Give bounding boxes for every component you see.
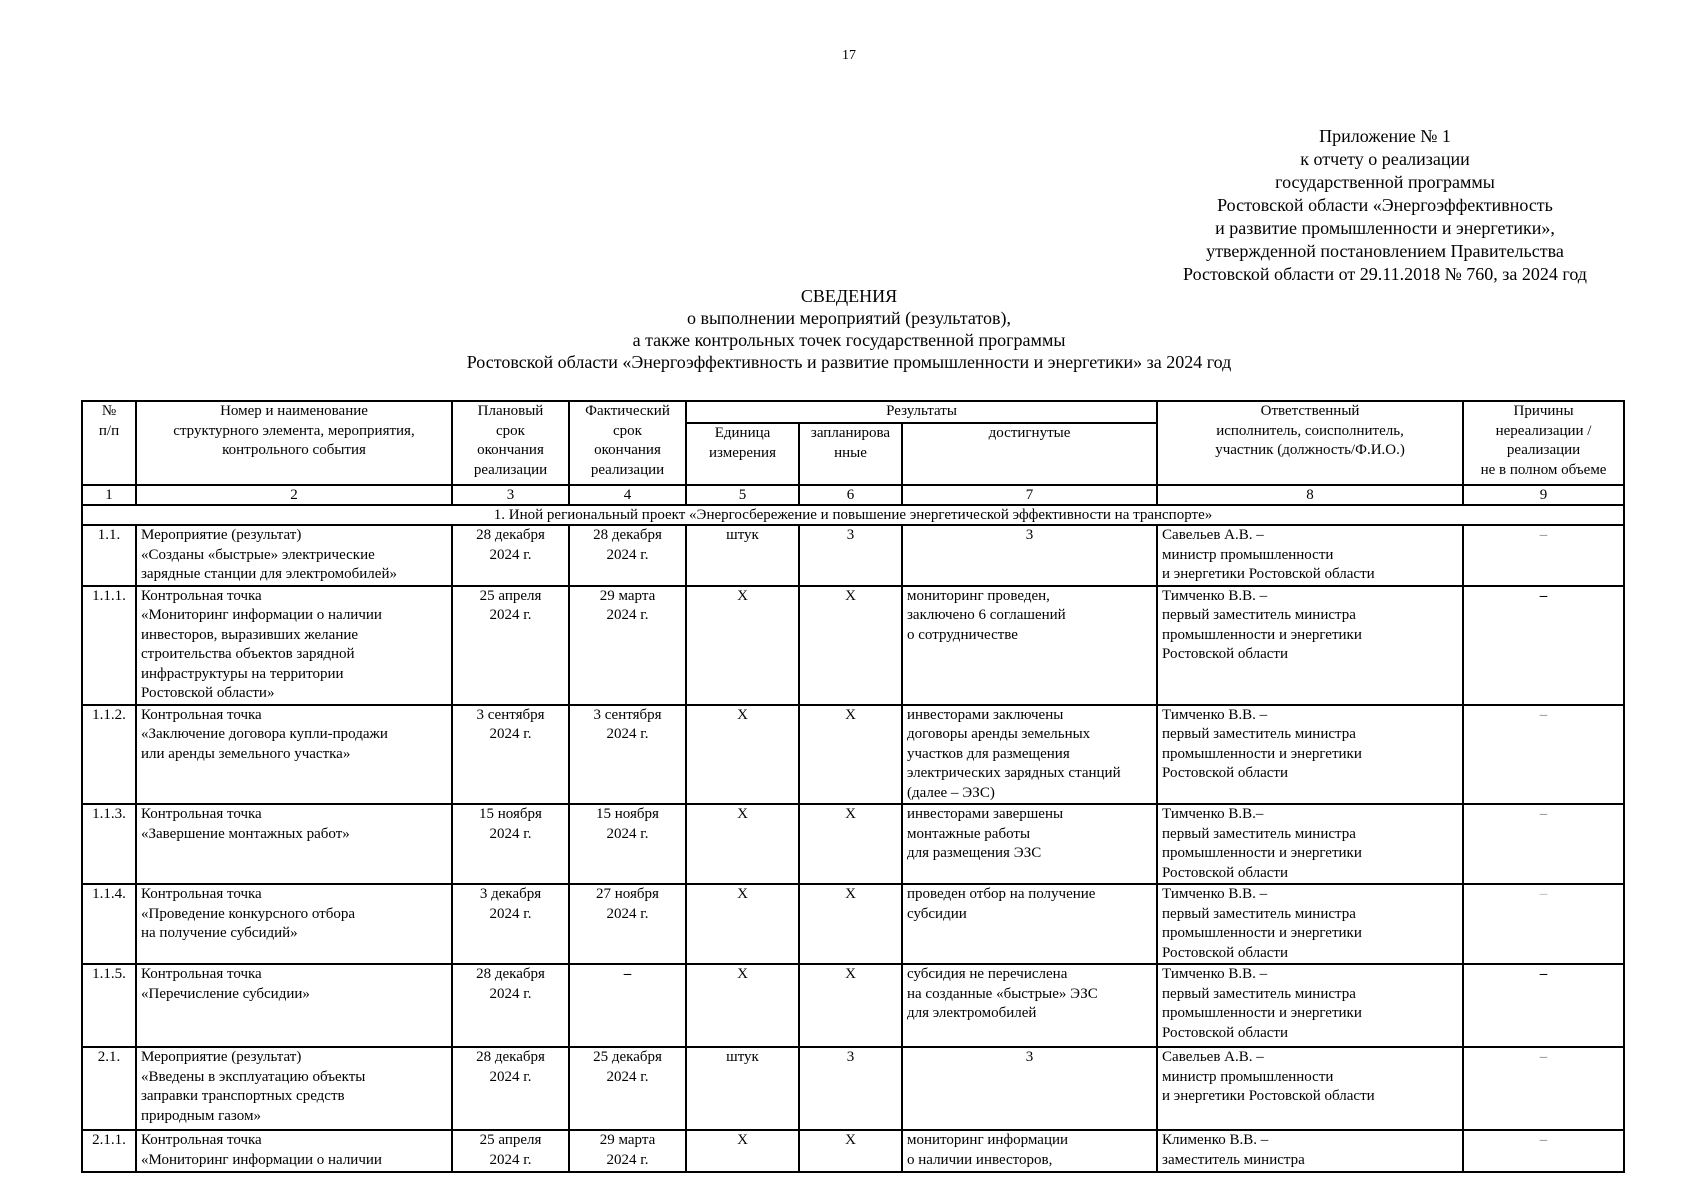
row-achieved: 3 bbox=[902, 525, 1157, 586]
row-number: 1.1. bbox=[82, 525, 136, 586]
title-line: Ростовской области «Энергоэффективность и развитие промышленности и энергетики» за 2024 год bbox=[466, 352, 1232, 372]
row-plan-date: 28 декабря 2024 г. bbox=[452, 964, 569, 1047]
header-plan: Плановый срок окончания реализации bbox=[452, 401, 569, 485]
header-num: № п/п bbox=[82, 401, 136, 485]
row-reason: – bbox=[1463, 705, 1624, 805]
row-number: 1.1.3. bbox=[82, 804, 136, 884]
row-fact-date: 28 декабря 2024 г. bbox=[569, 525, 686, 586]
row-plan-date: 28 декабря 2024 г. bbox=[452, 525, 569, 586]
row-achieved: субсидия не перечислена на созданные «быстрые» ЭЗС для электромобилей bbox=[902, 964, 1157, 1047]
column-number: 5 bbox=[686, 485, 799, 505]
row-planned: 3 bbox=[799, 1047, 902, 1130]
table-row bbox=[82, 525, 1624, 586]
appendix-line: Ростовской области от 29.11.2018 № 760, за 2024 год bbox=[1183, 264, 1587, 284]
row-number: 1.1.4. bbox=[82, 884, 136, 964]
appendix-line: Приложение № 1 bbox=[1319, 126, 1451, 146]
row-fact-date: 25 декабря 2024 г. bbox=[569, 1047, 686, 1130]
row-unit: Х bbox=[686, 964, 799, 1047]
appendix-line: Ростовской области «Энергоэффективность bbox=[1217, 195, 1553, 215]
column-number: 1 bbox=[82, 485, 136, 505]
row-unit: Х bbox=[686, 586, 799, 705]
row-planned: Х bbox=[799, 884, 902, 964]
row-unit: штук bbox=[686, 525, 799, 586]
row-name: Мероприятие (результат) «Созданы «быстрые» электрические зарядные станции для электромобилей» bbox=[136, 525, 452, 586]
row-number: 1.1.2. bbox=[82, 705, 136, 805]
table-row bbox=[82, 705, 1624, 805]
row-achieved: инвесторами заключены договоры аренды земельных участков для размещения электрических зарядных станций (далее – ЭЗС) bbox=[902, 705, 1157, 805]
table-row bbox=[82, 1047, 1624, 1130]
header-unit: Единица измерения bbox=[686, 423, 799, 485]
report-table bbox=[81, 400, 1625, 1173]
row-planned: Х bbox=[799, 705, 902, 805]
row-fact-date: – bbox=[569, 964, 686, 1047]
column-number: 6 bbox=[799, 485, 902, 505]
row-unit: Х bbox=[686, 804, 799, 884]
row-achieved: мониторинг проведен, заключено 6 соглашений о сотрудничестве bbox=[902, 586, 1157, 705]
header-name: Номер и наименование структурного элемента, мероприятия, контрольного события bbox=[136, 401, 452, 485]
column-number: 2 bbox=[136, 485, 452, 505]
row-responsible: Тимченко В.В. – первый заместитель министра промышленности и энергетики Ростовской области bbox=[1157, 705, 1463, 805]
row-name: Мероприятие (результат) «Введены в эксплуатацию объекты заправки транспортных средств природным газом» bbox=[136, 1047, 452, 1130]
title-line: о выполнении мероприятий (результатов), bbox=[687, 308, 1011, 328]
row-fact-date: 27 ноября 2024 г. bbox=[569, 884, 686, 964]
column-number: 9 bbox=[1463, 485, 1624, 505]
row-plan-date: 25 апреля 2024 г. bbox=[452, 586, 569, 705]
row-unit: Х bbox=[686, 1130, 799, 1172]
header-achieved: достигнутые bbox=[902, 423, 1157, 485]
row-fact-date: 29 марта 2024 г. bbox=[569, 586, 686, 705]
row-reason: – bbox=[1463, 964, 1624, 1047]
title-line: а также контрольных точек государственной программы bbox=[632, 330, 1066, 350]
column-numbers-row bbox=[82, 485, 1624, 505]
title-heading: СВЕДЕНИЯ bbox=[800, 286, 898, 306]
table-body bbox=[82, 525, 1624, 1172]
row-responsible: Савельев А.В. – министр промышленности и энергетики Ростовской области bbox=[1157, 525, 1463, 586]
row-name: Контрольная точка «Мониторинг информации о наличии bbox=[136, 1130, 452, 1172]
section-title: 1. Иной региональный проект «Энергосбережение и повышение энергетической эффективности на транспорте» bbox=[82, 505, 1624, 525]
row-unit: Х bbox=[686, 705, 799, 805]
row-responsible: Тимченко В.В.– первый заместитель министра промышленности и энергетики Ростовской области bbox=[1157, 804, 1463, 884]
row-plan-date: 25 апреля 2024 г. bbox=[452, 1130, 569, 1172]
row-responsible: Тимченко В.В. – первый заместитель министра промышленности и энергетики Ростовской области bbox=[1157, 964, 1463, 1047]
appendix-line: утвержденной постановлением Правительства bbox=[1206, 241, 1564, 261]
table-row bbox=[82, 804, 1624, 884]
row-reason: – bbox=[1463, 1047, 1624, 1130]
row-fact-date: 3 сентября 2024 г. bbox=[569, 705, 686, 805]
row-planned: 3 bbox=[799, 525, 902, 586]
header-fact: Фактический срок окончания реализации bbox=[569, 401, 686, 485]
header-responsible: Ответственный исполнитель, соисполнитель, участник (должность/Ф.И.О.) bbox=[1157, 401, 1463, 485]
column-number: 4 bbox=[569, 485, 686, 505]
row-responsible: Клименко В.В. – заместитель министра bbox=[1157, 1130, 1463, 1172]
header-results: Результаты bbox=[686, 401, 1157, 423]
row-achieved: 3 bbox=[902, 1047, 1157, 1130]
row-reason: – bbox=[1463, 884, 1624, 964]
row-responsible: Тимченко В.В. – первый заместитель министра промышленности и энергетики Ростовской области bbox=[1157, 586, 1463, 705]
row-achieved: инвесторами завершены монтажные работы для размещения ЭЗС bbox=[902, 804, 1157, 884]
row-unit: штук bbox=[686, 1047, 799, 1130]
column-number: 8 bbox=[1157, 485, 1463, 505]
row-achieved: проведен отбор на получение субсидии bbox=[902, 884, 1157, 964]
row-name: Контрольная точка «Завершение монтажных работ» bbox=[136, 804, 452, 884]
appendix-line: к отчету о реализации bbox=[1300, 149, 1470, 169]
appendix-line: государственной программы bbox=[1275, 172, 1495, 192]
section-row bbox=[82, 505, 1624, 525]
table-header bbox=[82, 401, 1624, 525]
row-plan-date: 3 декабря 2024 г. bbox=[452, 884, 569, 964]
column-number: 7 bbox=[902, 485, 1157, 505]
row-responsible: Тимченко В.В. – первый заместитель министра промышленности и энергетики Ростовской области bbox=[1157, 884, 1463, 964]
row-fact-date: 15 ноября 2024 г. bbox=[569, 804, 686, 884]
row-name: Контрольная точка «Мониторинг информации о наличии инвесторов, выразивших желание строительства объектов зарядной инфраструктуры на территории Ростовской области» bbox=[136, 586, 452, 705]
table-row bbox=[82, 1130, 1624, 1172]
row-number: 1.1.1. bbox=[82, 586, 136, 705]
row-responsible: Савельев А.В. – министр промышленности и энергетики Ростовской области bbox=[1157, 1047, 1463, 1130]
row-planned: Х bbox=[799, 1130, 902, 1172]
appendix-block bbox=[1120, 125, 1650, 286]
appendix-line: и развитие промышленности и энергетики», bbox=[1215, 218, 1555, 238]
row-reason: – bbox=[1463, 804, 1624, 884]
row-plan-date: 28 декабря 2024 г. bbox=[452, 1047, 569, 1130]
row-reason: – bbox=[1463, 525, 1624, 586]
row-name: Контрольная точка «Проведение конкурсного отбора на получение субсидий» bbox=[136, 884, 452, 964]
row-achieved: мониторинг информации о наличии инвесторов, bbox=[902, 1130, 1157, 1172]
row-name: Контрольная точка «Заключение договора купли-продажи или аренды земельного участка» bbox=[136, 705, 452, 805]
document-title bbox=[0, 285, 1698, 373]
column-number: 3 bbox=[452, 485, 569, 505]
row-fact-date: 29 марта 2024 г. bbox=[569, 1130, 686, 1172]
row-number: 2.1. bbox=[82, 1047, 136, 1130]
row-planned: Х bbox=[799, 586, 902, 705]
row-plan-date: 3 сентября 2024 г. bbox=[452, 705, 569, 805]
row-plan-date: 15 ноября 2024 г. bbox=[452, 804, 569, 884]
table-row bbox=[82, 884, 1624, 964]
row-reason: – bbox=[1463, 586, 1624, 705]
row-name: Контрольная точка «Перечисление субсидии» bbox=[136, 964, 452, 1047]
row-number: 2.1.1. bbox=[82, 1130, 136, 1172]
page-number: 17 bbox=[842, 48, 856, 63]
row-planned: Х bbox=[799, 964, 902, 1047]
table-row bbox=[82, 586, 1624, 705]
header-planned: запланирова нные bbox=[799, 423, 902, 485]
header-reasons: Причины нереализации / реализации не в полном объеме bbox=[1463, 401, 1624, 485]
table-row bbox=[82, 964, 1624, 1047]
row-unit: Х bbox=[686, 884, 799, 964]
row-number: 1.1.5. bbox=[82, 964, 136, 1047]
row-reason: – bbox=[1463, 1130, 1624, 1172]
row-planned: Х bbox=[799, 804, 902, 884]
